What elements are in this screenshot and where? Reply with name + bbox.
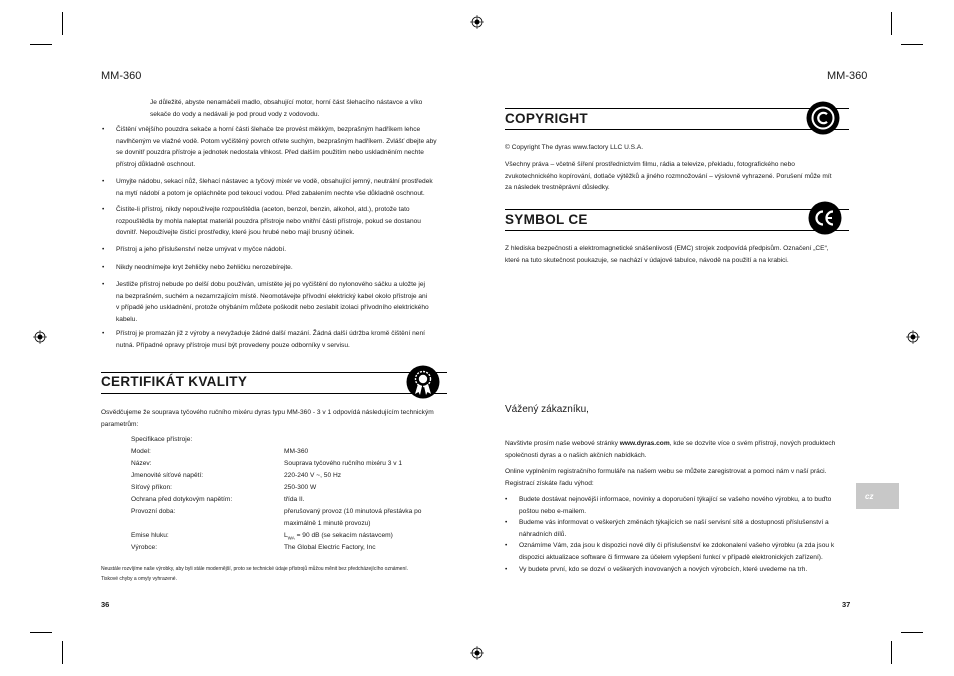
crop-mark <box>901 44 923 45</box>
text-line: rozpouštědla by mohla naleptat materiál pouzdra přístroje nebo vnitřní části přístroje, pokud se dostanou <box>116 217 421 225</box>
text-line: Všechny práva – včetně šíření prostřednictvím filmu, rádia a televize, překladu, fotografického nebo <box>505 161 795 168</box>
bullet-item <box>102 328 425 351</box>
text-line: Přístroj je promazán již z výroby a nevyžaduje žádné další mazání. Žádná další údržba kromě čištění není <box>116 330 425 337</box>
text-span: Navštivte prosím naše webové stránky <box>505 440 620 447</box>
spec-label: Jmenovité síťové napětí: <box>131 472 204 479</box>
heading-rule <box>505 209 849 210</box>
spec-value: MM-360 <box>284 448 309 455</box>
text-line: nutná. Případné opravy přístroje musí být provedeny pouze odborníky v servisu. <box>116 341 350 349</box>
benefit-item <box>505 517 829 540</box>
text-line: Z hlediska bezpečnosti a elektromagnetické snášenlivosti (EMC) strojek zodpovídá předpisům. Označení „CE“, <box>505 245 829 252</box>
visit-paragraph <box>505 438 835 461</box>
model-label-left: MM-360 <box>101 70 142 82</box>
benefit-item <box>505 564 808 576</box>
bullet-dot: • <box>505 496 508 503</box>
text-line: zvukotechnického kopírování, dotlače výtěžků a jiného rozmnožování – výslovně vyhrazené. Porušení může mít <box>505 172 832 180</box>
spec-value: Souprava tyčového ručního mixéru 3 v 1 <box>284 460 403 467</box>
crop-mark <box>891 641 892 664</box>
model-label-right: MM-360 <box>827 70 868 82</box>
page-number-right: 37 <box>842 600 851 609</box>
text-line: Neustále rozvíjíme naše výrobky, aby byli stále modernější, proto se technické údaje přístrojů můžou měnit bez předcházejícího oznámení. <box>101 566 409 572</box>
text-line <box>505 438 835 450</box>
spec-label: Název: <box>131 460 152 467</box>
certificate-text <box>101 407 434 430</box>
spec-value: přerušovaný provoz (10 minutová přestávka po <box>284 508 422 515</box>
text-line: kabelu. <box>116 315 138 323</box>
registration-mark-icon <box>470 15 484 29</box>
bullet-dot: • <box>102 264 105 271</box>
spec-value: The Global Electric Factory, Inc <box>284 544 376 551</box>
text-line: Jestliže přístroj nebude po delší dobu používán, umístěte jej po vyčištění do nylonového sáčku a uložte jej <box>116 281 425 288</box>
text-line: v případě jeho uskladnění, protože ohýbáním můžete poškodit nebo zeslabit izolaci přívodního elektrického <box>116 304 429 311</box>
heading-rule <box>505 230 849 231</box>
text-line: Nikdy neodnímejte kryt žehličky nebo žehličku nerozebírejte. <box>116 264 293 271</box>
text-line: Umyjte nádobu, sekací nůž, šlehací nástavec a tyčový mixér ve vodě, obsahující jemný, neutrální prostředek <box>116 178 433 185</box>
heading-rule <box>101 372 447 373</box>
spec-label: Model: <box>131 448 151 455</box>
ce-mark-icon <box>808 201 842 235</box>
text-line: Čistíte-li přístroj, nikdy nepoužívejte rozpouštědla (aceton, benzol, benzin, alkohol, atd.), protože tato <box>116 206 410 213</box>
spec-value: maximálně 1 minutě provozu) <box>284 520 371 527</box>
text-span: , kde se dozvíte více o svém přístroji, nových produktech <box>669 440 836 447</box>
bullet-item <box>102 204 421 239</box>
register-paragraph <box>505 466 826 489</box>
copyright-circle-icon <box>806 101 840 135</box>
text-line: na bezprašném, suchém a nezamrzajícím místě. Neomotávejte přívodní elektrický kabel okolo přístroje ani <box>116 292 428 300</box>
benefit-item <box>505 540 835 563</box>
text-line: Čištění vnějšího pouzdra sekače a horní části šlehače lze provést měkkým, bezprašným hadříkem lehce <box>116 126 421 133</box>
text-line: Tiskové chyby a omyly vyhrazené. <box>101 576 177 582</box>
text-line: které na tuto skutečnost poukazuje, se nachází v údajové tabulce, návodě na použití a na krabici. <box>505 256 789 264</box>
text-line: Budete dostávat nejnovější informace, novinky a doporučení týkající se vašeho nového výrobku, a to buďto <box>519 496 832 503</box>
text-line: Budeme vás informovat o veškerých změnách týkajících se naší servisní sítě a dostupnosti příslušenství a <box>519 519 829 526</box>
text-line: se dovnitř pouzdra přístroje a jednotek nedostala vlhkost. Před dalším použitím nebo uskladněním nechte <box>116 149 424 156</box>
text-line: dispozici aktualizace software či firmware za účelem vylepšení funkcí v případě elektronických zařízení). <box>519 553 823 561</box>
spec-value: 220-240 V ~, 50 Hz <box>284 472 341 479</box>
text-line: společnosti dyras a o našich akčních nabídkách. <box>505 451 647 459</box>
text-line: náhradních dílů. <box>519 530 567 538</box>
registration-mark-icon <box>33 330 47 344</box>
text-line: Registrací získáte řadu výhod: <box>505 479 594 487</box>
spec-label: Síťový příkon: <box>131 484 172 491</box>
spec-value: třída II. <box>284 496 305 503</box>
spec-label: Emise hluku: <box>131 532 169 539</box>
text-line: sekače do vody a nedávali je pod proud vody z vodovodu. <box>150 110 320 118</box>
bullet-dot: • <box>505 519 508 526</box>
language-tab: cz <box>856 483 899 509</box>
text-line: na mytí nádobí a potom je opláchněte pod tekoucí vodou. Před zabalením nechte vše důkladně oschnout. <box>116 189 425 197</box>
intro-paragraph <box>150 97 422 120</box>
award-rosette-icon <box>406 365 440 399</box>
website-link[interactable]: www.dyras.com <box>619 440 670 447</box>
text-line: Je důležité, abyste nenamáčeli madlo, obsahující motor, horní část šlehacího nástavce a víko <box>150 99 423 106</box>
text-line: Vy budete první, kdo se dozví o veškerých inovovaných a nových výrobcích, které uvedeme na trh. <box>519 566 808 573</box>
registration-mark-icon <box>470 646 484 660</box>
heading-rule <box>505 129 849 130</box>
heading-rule <box>101 393 447 394</box>
text-line: Přístroj a jeho příslušenství nelze umývat v myčce nádobí. <box>116 246 287 253</box>
text-subscript: WA <box>287 535 295 541</box>
copyright-heading: COPYRIGHT <box>505 111 588 126</box>
crop-mark <box>30 44 52 45</box>
text-line: Online vyplněním registračního formuláře na našem webu se můžete zaregistrovat a pomoci nám v naší práci. <box>505 468 827 475</box>
spec-title: Specifikace přístroje: <box>131 436 193 443</box>
bullet-dot: • <box>102 178 105 185</box>
spec-value: 250-300 W <box>284 484 317 491</box>
text-line: navlhčeným ve vlažné vodě. Potom vyčištěný povrch otřete suchým, bezprašným hadříkem. Zvlášť dbejte aby <box>116 137 437 145</box>
bullet-item <box>102 244 287 256</box>
text-span: L <box>284 532 288 539</box>
text-line: přístroj důkladně oschnout. <box>116 160 196 168</box>
spec-label: Provozní doba: <box>131 508 176 515</box>
text-line: Osvědčujeme že souprava tyčového ručního mixéru dyras typu MM-360 - 3 v 1 odpovídá následujícím technickým <box>101 409 434 416</box>
bullet-dot: • <box>102 330 105 337</box>
greeting: Vážený zákazníku, <box>505 404 589 415</box>
ce-text <box>505 243 829 266</box>
bullet-dot: • <box>102 281 105 288</box>
crop-mark <box>901 632 923 633</box>
certificate-heading: CERTIFIKÁT KVALITY <box>101 374 248 389</box>
text-line: parametrům: <box>101 420 139 428</box>
copyright-text <box>505 159 832 194</box>
text-line: za následek trestněprávní důsledky. <box>505 184 610 191</box>
bullet-dot: • <box>102 246 105 253</box>
spec-label: Ochrana před dotykovým napětím: <box>131 496 233 503</box>
crop-mark <box>62 641 63 664</box>
benefit-item <box>505 494 832 517</box>
text-line: poštou nebo e-mailem. <box>519 507 587 515</box>
bullet-item <box>102 262 293 274</box>
crop-mark <box>30 632 52 633</box>
bullet-item <box>102 279 429 325</box>
crop-mark <box>62 12 63 35</box>
bullet-dot: • <box>505 542 508 549</box>
spec-label: Výrobce: <box>131 544 158 551</box>
ce-heading: SYMBOL CE <box>505 212 588 227</box>
crop-mark <box>891 12 892 35</box>
footnote <box>101 564 408 584</box>
bullet-item <box>102 124 437 170</box>
text-line: Oznámíme Vám, zda jsou k dispozici nové díly či příslušenství ke zdokonalení vašeho výrobku (a zda jsou k <box>519 542 835 549</box>
copyright-line: © Copyright The dyras www.factory LLC U.S.A. <box>505 144 644 151</box>
bullet-dot: • <box>102 206 105 213</box>
text-line: dovnitř. Nepoužívejte čisticí prostředky, které jsou hrubé nebo mají brusný účinek. <box>116 229 355 236</box>
registration-mark-icon <box>906 330 920 344</box>
heading-rule <box>505 108 849 109</box>
bullet-dot: • <box>505 566 508 573</box>
text-span: = 90 dB (se sekacím nástavcem) <box>294 532 393 539</box>
bullet-item <box>102 176 433 199</box>
page-number-left: 36 <box>101 600 110 609</box>
bullet-dot: • <box>102 126 105 133</box>
